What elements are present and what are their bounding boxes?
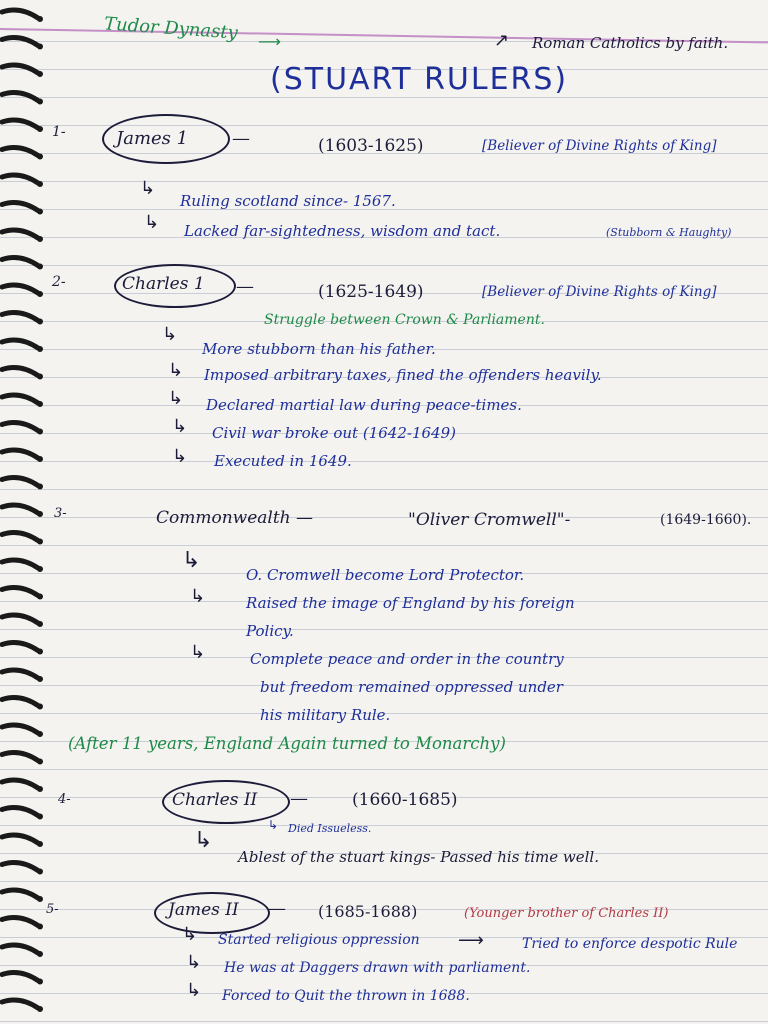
binding-hole bbox=[37, 704, 43, 710]
spiral-ring bbox=[2, 973, 38, 981]
binding-hole bbox=[37, 71, 43, 77]
binding-hole bbox=[37, 1006, 43, 1012]
james2-name: James II bbox=[168, 900, 239, 920]
charles2-dates: (1660-1685) bbox=[352, 790, 458, 810]
spiral-ring bbox=[2, 753, 38, 761]
charles1-point-2: Imposed arbitrary taxes, fined the offenders heavily. bbox=[204, 366, 602, 384]
commonwealth-point-1: O. Cromwell become Lord Protector. bbox=[246, 566, 525, 584]
spiral-ring bbox=[2, 175, 38, 183]
spiral-ring bbox=[2, 1000, 38, 1008]
spiral-ring bbox=[2, 65, 38, 73]
commonwealth-dates: (1649-1660). bbox=[660, 512, 752, 528]
binding-hole bbox=[37, 814, 43, 820]
binding-hole bbox=[37, 676, 43, 682]
binding-hole bbox=[37, 786, 43, 792]
spiral-ring bbox=[2, 148, 38, 156]
commonwealth-point-5: but freedom remained oppressed under bbox=[260, 678, 563, 696]
binding-hole bbox=[37, 759, 43, 765]
commonwealth-point-4: Complete peace and order in the country bbox=[250, 650, 564, 668]
binding-hole bbox=[37, 924, 43, 930]
item-number-3: 3- bbox=[54, 506, 67, 521]
charles1-note: [Believer of Divine Rights of King] bbox=[482, 284, 717, 300]
commonwealth-point-6: his military Rule. bbox=[260, 706, 391, 724]
charles1-point-3: Declared martial law during peace-times. bbox=[206, 396, 522, 414]
binding-hole bbox=[37, 896, 43, 902]
binding-hole bbox=[37, 291, 43, 297]
charles1-point3-arrow-icon: ↳ bbox=[168, 388, 184, 409]
binding-hole bbox=[37, 979, 43, 985]
commonwealth-point2-arrow-icon: ↳ bbox=[190, 586, 206, 607]
faith-note: Roman Catholics by faith. bbox=[532, 34, 729, 52]
commonwealth-label: Commonwealth — bbox=[156, 508, 314, 528]
binding-hole bbox=[37, 539, 43, 545]
spiral-ring bbox=[2, 38, 38, 46]
spiral-ring bbox=[2, 643, 38, 651]
binding-hole bbox=[37, 951, 43, 957]
binding-hole bbox=[37, 621, 43, 627]
spiral-ring bbox=[2, 203, 38, 211]
binding-hole bbox=[37, 566, 43, 572]
charles1-point4-arrow-icon: ↳ bbox=[172, 416, 188, 437]
item-number-1: 1- bbox=[52, 124, 66, 140]
spiral-ring bbox=[2, 808, 38, 816]
binding-hole bbox=[37, 869, 43, 875]
charles1-point-4: Civil war broke out (1642-1649) bbox=[212, 424, 456, 442]
item-number-5: 5- bbox=[46, 902, 59, 917]
charles1-dates: (1625-1649) bbox=[318, 282, 424, 302]
binding-hole bbox=[37, 236, 43, 242]
page-title: (STUART RULERS) bbox=[270, 62, 569, 97]
spiral-ring bbox=[2, 780, 38, 788]
commonwealth-point4-arrow-icon: ↳ bbox=[190, 642, 206, 663]
spiral-ring bbox=[2, 560, 38, 568]
tudor-dynasty-label: Tudor Dynasty bbox=[103, 13, 239, 44]
james1-point-1: Ruling scotland since- 1567. bbox=[180, 192, 396, 210]
spiral-ring bbox=[2, 120, 38, 128]
binding-hole bbox=[37, 44, 43, 50]
james2-dates: (1685-1688) bbox=[318, 902, 418, 921]
binding-hole bbox=[37, 99, 43, 105]
faith-arrow-icon: ↗ bbox=[494, 30, 510, 51]
spiral-ring bbox=[2, 505, 38, 513]
james1-dash: — bbox=[232, 128, 250, 149]
oppression-arrow-icon: ⟶ bbox=[458, 930, 484, 951]
oliver-cromwell-label: "Oliver Cromwell"- bbox=[408, 510, 571, 530]
binding-hole bbox=[37, 841, 43, 847]
charles1-point5-arrow-icon: ↳ bbox=[172, 446, 188, 467]
james1-point-2: Lacked far-sightedness, wisdom and tact. bbox=[184, 222, 501, 240]
spiral-ring bbox=[2, 698, 38, 706]
spiral-ring bbox=[2, 918, 38, 926]
charles2-dash: — bbox=[290, 788, 308, 809]
spiral-ring bbox=[2, 395, 38, 403]
binding-hole bbox=[37, 731, 43, 737]
spiral-ring bbox=[2, 588, 38, 596]
charles2-name: Charles II bbox=[172, 790, 258, 810]
spiral-ring bbox=[2, 230, 38, 238]
spiral-ring bbox=[2, 313, 38, 321]
james1-side-note: (Stubborn & Haughty) bbox=[606, 226, 732, 239]
spiral-ring bbox=[2, 10, 38, 18]
charles1-point1-arrow-icon: ↳ bbox=[162, 324, 178, 345]
james2-dash: — bbox=[268, 898, 286, 919]
spiral-ring bbox=[2, 725, 38, 733]
spiral-ring bbox=[2, 450, 38, 458]
binding-hole bbox=[37, 16, 43, 22]
binding-hole bbox=[37, 401, 43, 407]
james2-note: (Younger brother of Charles II) bbox=[464, 906, 669, 921]
commonwealth-point-3: Policy. bbox=[246, 622, 294, 640]
james1-point2-arrow-icon: ↳ bbox=[144, 212, 160, 233]
spiral-ring bbox=[2, 615, 38, 623]
spiral-ring bbox=[2, 368, 38, 376]
charles2-point-arrow-icon: ↳ bbox=[194, 828, 213, 853]
charles1-dash: — bbox=[236, 276, 254, 297]
spiral-ring bbox=[2, 285, 38, 293]
binding-hole bbox=[37, 374, 43, 380]
item-number-2: 2- bbox=[52, 274, 66, 290]
james2-point1-arrow-icon: ↳ bbox=[182, 924, 198, 945]
spiral-ring bbox=[2, 478, 38, 486]
spiral-ring bbox=[2, 93, 38, 101]
spiral-ring bbox=[2, 890, 38, 898]
james2-point3-arrow-icon: ↳ bbox=[186, 980, 202, 1001]
charles2-died: Died Issueless. bbox=[288, 822, 372, 835]
item-number-4: 4- bbox=[58, 792, 71, 807]
charles2-point: Ablest of the stuart kings- Passed his time well. bbox=[238, 848, 599, 866]
charles1-name: Charles 1 bbox=[122, 274, 205, 294]
spiral-ring bbox=[2, 863, 38, 871]
binding-hole bbox=[37, 649, 43, 655]
spiral-ring bbox=[2, 258, 38, 266]
binding-hole bbox=[37, 319, 43, 325]
spiral-ring bbox=[2, 533, 38, 541]
james2-point-2: He was at Daggers drawn with parliament. bbox=[224, 960, 531, 976]
spiral-ring bbox=[2, 945, 38, 953]
binding-hole bbox=[37, 154, 43, 160]
charles1-point-5: Executed in 1649. bbox=[214, 452, 352, 470]
binding-hole bbox=[37, 264, 43, 270]
james2-point-1b: Tried to enforce despotic Rule bbox=[522, 936, 738, 952]
commonwealth-point1-arrow-icon: ↳ bbox=[182, 548, 201, 573]
binding-hole bbox=[37, 346, 43, 352]
james2-point-3: Forced to Quit the thrown in 1688. bbox=[222, 988, 470, 1004]
charles1-point2-arrow-icon: ↳ bbox=[168, 360, 184, 381]
spiral-ring bbox=[2, 340, 38, 348]
binding-hole bbox=[37, 511, 43, 517]
binding-hole bbox=[37, 484, 43, 490]
spiral-ring bbox=[2, 670, 38, 678]
binding-hole bbox=[37, 126, 43, 132]
james1-note: [Believer of Divine Rights of King] bbox=[482, 138, 717, 154]
tudor-arrow-icon: ⟶ bbox=[258, 32, 281, 51]
binding-hole bbox=[37, 181, 43, 187]
spiral-ring bbox=[2, 423, 38, 431]
james2-point2-arrow-icon: ↳ bbox=[186, 952, 202, 973]
james1-point1-arrow-icon: ↳ bbox=[140, 178, 156, 199]
james2-point-1: Started religious oppression bbox=[218, 932, 420, 948]
binding-hole bbox=[37, 209, 43, 215]
binding-hole bbox=[37, 594, 43, 600]
james1-name: James 1 bbox=[116, 128, 189, 149]
binding-hole bbox=[37, 429, 43, 435]
spiral-binding bbox=[0, 0, 46, 1024]
commonwealth-point-2: Raised the image of England by his foreign bbox=[246, 594, 575, 612]
james1-dates: (1603-1625) bbox=[318, 136, 424, 156]
spiral-ring bbox=[2, 835, 38, 843]
charles1-point-1: More stubborn than his father. bbox=[202, 340, 436, 358]
died-arrow-icon: ↳ bbox=[268, 818, 279, 832]
binding-hole bbox=[37, 456, 43, 462]
monarchy-note: (After 11 years, England Again turned to Monarchy) bbox=[68, 734, 506, 753]
charles1-struggle: Struggle between Crown & Parliament. bbox=[264, 312, 545, 328]
